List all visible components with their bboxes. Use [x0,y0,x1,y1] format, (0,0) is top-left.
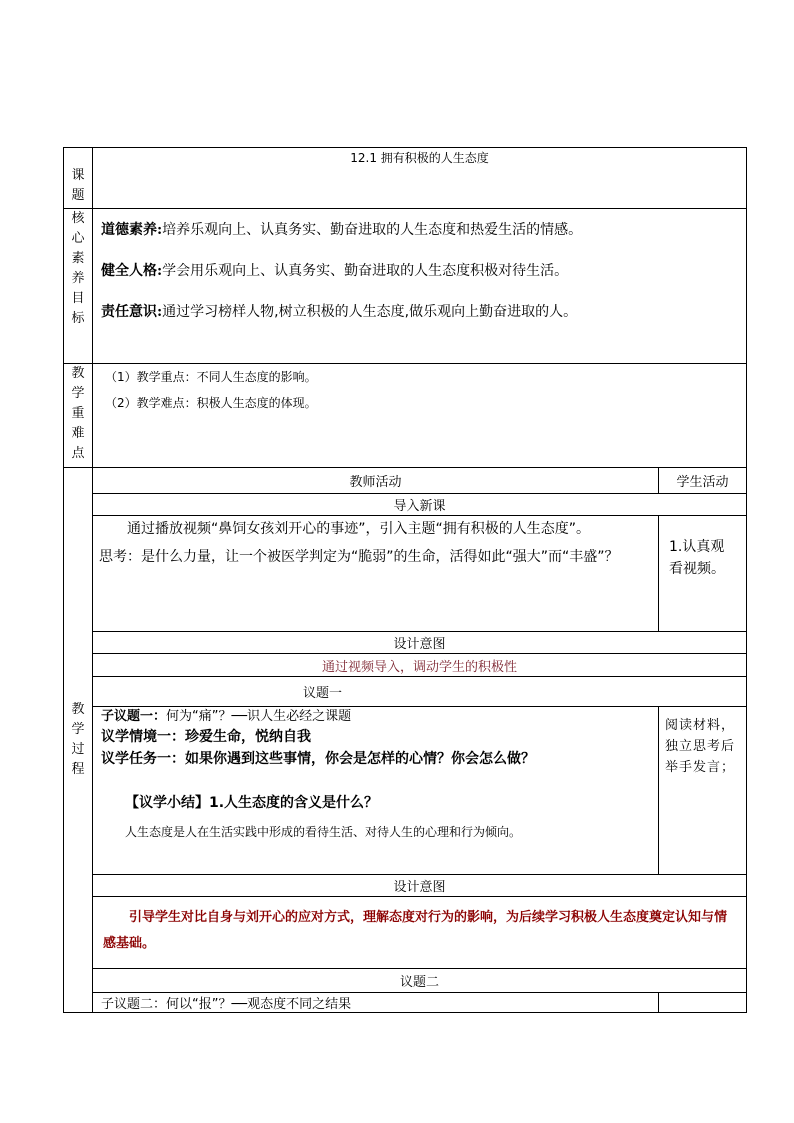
intro-paragraph-2: 思考：是什么力量，让一个被医学判定为“脆弱”的生命，活得如此“强大”而“丰盛”？ [99,549,619,565]
design-intent-label-1: 设计意图 [93,632,747,654]
sub-topic-1: 子议题一：何为“痛”？──识人生必经之课题 [101,709,352,724]
summary-question: 【议学小结】1.人生态度的含义是什么？ [125,795,379,811]
keypoints-label-cell [64,364,93,468]
label-char: 教 [71,702,85,717]
lesson-plan-table [63,147,747,1013]
label-char: 养 [71,271,85,286]
goal-item: 责任意识:通过学习榜样人物,树立积极的人生态度,做乐观向上勤奋进取的人。 [101,304,578,320]
topic-2-title: 议题二 [93,969,747,993]
keypoint-item: （1）教学重点：不同人生态度的影响。 [105,370,317,384]
intro-student-text: 1.认真观看视频。 [669,539,725,577]
goal-item: 健全人格:学会用乐观向上、认真务实、勤奋进取的人生态度积极对待生活。 [101,263,569,279]
task-1: 议学任务一：如果你遇到这些事情，你会是怎样的心情？你会怎么做？ [101,751,535,767]
design-intent-text-1: 通过视频导入，调动学生的积极性 [93,654,747,677]
intro-paragraph-1: 通过播放视频“鼻饲女孩刘开心的事迹”，引入主题“拥有积极的人生态度”。 [127,521,591,537]
keypoints-cell [93,364,747,468]
sub-topic-2: 子议题二：何以“报”？──观态度不同之结果 [101,997,352,1012]
design-intent-text-2: 引导学生对比自身与刘开心的应对方式，理解态度对行为的影响，为后续学习积极人生态度奠定认知与情感基础。 [103,910,728,951]
topic-1-student-cell [659,707,747,875]
intro-teacher-cell [93,516,659,632]
situation-1: 议学情境一：珍爱生命，悦纳自我 [101,729,311,745]
label-char: 重 [71,406,85,421]
student-activity-header: 学生活动 [659,468,747,494]
intro-student-cell [659,516,747,632]
topic-2-teacher-cell [93,993,659,1013]
teacher-activity-header: 教师活动 [93,468,659,494]
label-char: 课 [71,168,85,183]
core-goals-cell [93,209,747,364]
label-char: 程 [71,762,85,777]
course-title-cell [93,148,747,209]
topic-2-student-cell [659,993,747,1013]
summary-answer: 人生态度是人在生活实践中形成的看待生活、对待人生的心理和行为倾向。 [125,825,522,839]
core-label-cell [64,209,93,364]
label-char: 教 [71,366,85,381]
design-intent-text-2-cell [93,897,747,969]
label-char: 心 [71,231,85,246]
goal-item: 道德素养:培养乐观向上、认真务实、勤奋进取的人生态度和热爱生活的情感。 [101,222,583,238]
label-char: 核 [71,211,85,226]
intro-title: 导入新课 [93,494,747,516]
label-char: 素 [71,251,85,266]
label-char: 目 [71,291,85,306]
topic-1-title: 议题一 [93,677,747,707]
keypoint-item: （2）教学难点：积极人生态度的体现。 [105,396,317,410]
label-char: 难 [71,426,85,441]
course-title: 12.1 拥有积极的人生态度 [350,151,489,165]
label-char: 学 [71,722,85,737]
label-char: 标 [71,311,85,326]
label-char: 点 [71,446,85,461]
label-char: 题 [71,188,85,203]
design-intent-label-2: 设计意图 [93,875,747,897]
course-label-cell [64,148,93,209]
process-label-cell [64,468,93,1013]
topic-1-student-text: 阅读材料，独立思考后举手发言； [665,718,736,775]
topic-1-teacher-cell [93,707,659,875]
label-char: 学 [71,386,85,401]
label-char: 过 [71,742,85,757]
